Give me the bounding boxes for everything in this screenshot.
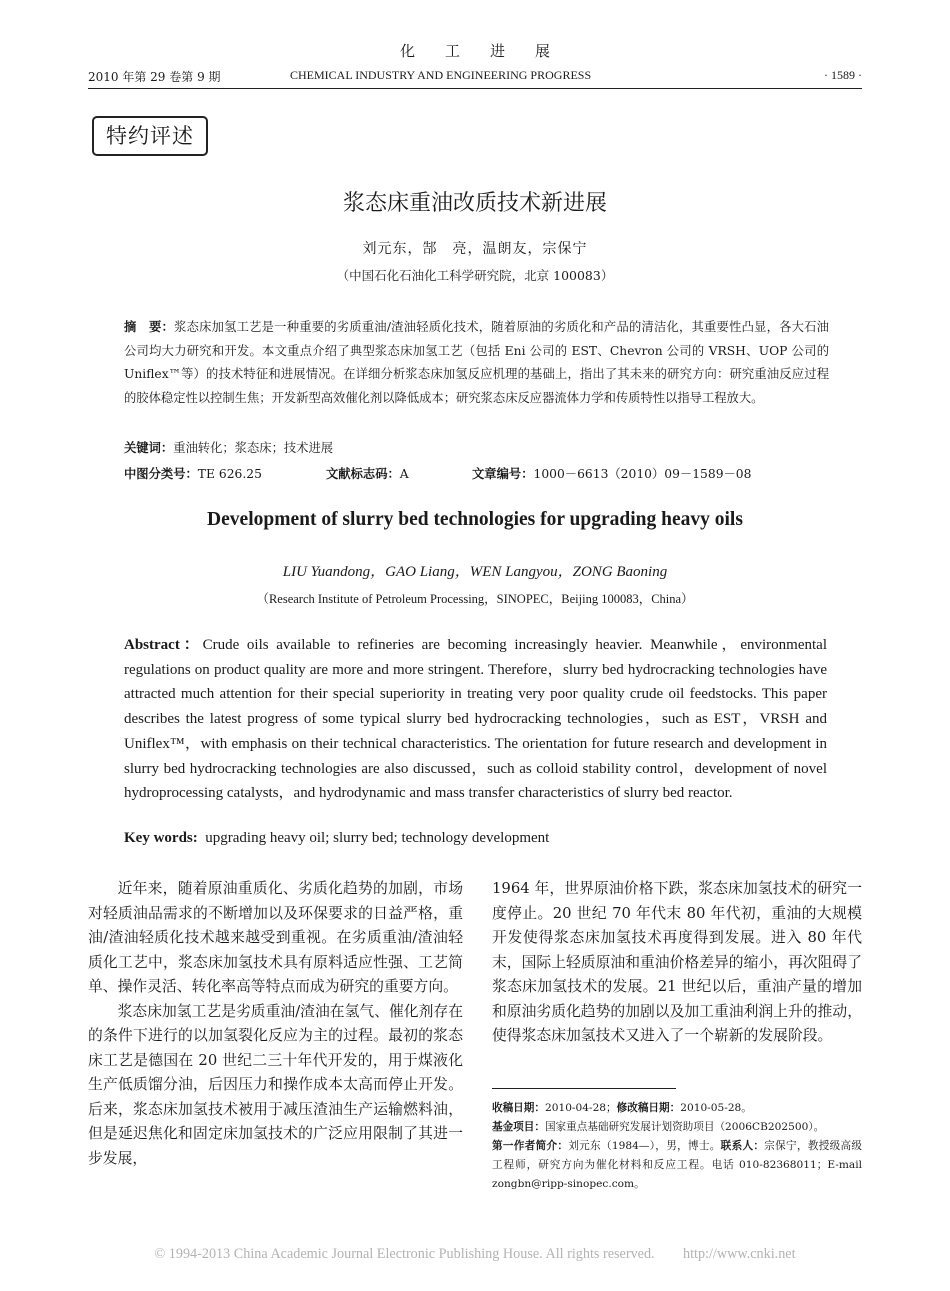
- footnote-dates: [492, 1099, 862, 1118]
- volume-issue: 2010 年第 29 卷第 9 期: [88, 70, 221, 84]
- body-left-column: [88, 877, 463, 1171]
- authors-en: LIU Yuandong，GAO Liang，WEN Langyou，ZONG Baoning: [282, 564, 668, 580]
- header-rule: [88, 88, 862, 89]
- received-label: 收稿日期：: [492, 1102, 545, 1114]
- clc-value: TE 626.25: [197, 467, 262, 481]
- classification-row: [124, 464, 829, 484]
- footnote-fund: [492, 1118, 862, 1137]
- clc-number: [124, 464, 262, 482]
- running-header: [88, 68, 862, 88]
- body-paragraph-2-continued: 1964 年，世界原油价格下跌，浆态床加氢技术的研究一度停止。20 世纪 70 年代末 80 年代初，重油的大规模开发使得浆态床加氢技术再度得到发展。进入 80 年代末，国际上轻质原油和重油价格差异的缩小，再次阻碍了浆态床加氢技术的发展。21 世纪以后，重油产量的增加和原油劣质化趋势的加剧以及加工重油利润上升的推动，使得浆态床加氢技术又进入了一个崭新的发展阶段。: [492, 880, 862, 1044]
- journal-title-cn: 化工进展: [399, 42, 580, 60]
- fund-value: 国家重点基础研究发展计划资助项目（2006CB202500）。: [544, 1121, 825, 1133]
- copyright-notice: © 1994-2013 China Academic Journal Electronic Publishing House. All rights reserved. http://www.cnki.net: [154, 1246, 796, 1262]
- revised-value: 2010-05-28。: [680, 1102, 752, 1114]
- author-label: 第一作者简介：: [492, 1140, 569, 1152]
- contact-label: 联系人：: [720, 1140, 765, 1152]
- keywords-cn-text: 重油转化；浆态床；技术进展: [173, 441, 334, 455]
- abstract-cn-text: 浆态床加氢工艺是一种重要的劣质重油/渣油轻质化技术，随着原油的劣质化和产品的清洁化，其重要性凸显，各大石油公司均大力研究和开发。本文重点介绍了典型浆态床加氢工艺（包括 Eni 公司的 EST、Chevron 公司的 VRSH、UOP 公司的 Uniflex™等）的技术特征和进展情况。在详细分析浆态床加氢反应机理的基础上，指出了其未来的研究方向：研究重油反应过程的胶体稳定性以控制生焦；开发新型高效催化剂以降低成本；研究浆态床反应器流体力学和传质特性以指导工程放大。: [124, 320, 829, 405]
- affiliation-en: （Research Institute of Petroleum Processing，SINOPEC，Beijing 100083，China）: [256, 592, 694, 606]
- affiliation-cn: （中国石化石油化工科学研究院，北京 100083）: [336, 268, 614, 283]
- article-number: [472, 464, 751, 482]
- keywords-en-text: upgrading heavy oil; slurry bed; technology development: [205, 830, 550, 846]
- footnotes: [492, 1099, 862, 1194]
- column-badge: 特约评述: [92, 116, 208, 156]
- footnote-rule: [492, 1088, 676, 1089]
- journal-title-en: CHEMICAL INDUSTRY AND ENGINEERING PROGRESS: [290, 68, 592, 82]
- keywords-cn: [124, 438, 829, 456]
- received-value: 2010-04-28；: [544, 1102, 617, 1114]
- page-number: · 1589 ·: [824, 68, 862, 82]
- article-value: 1000－6613（2010）09－1589－08: [533, 467, 752, 481]
- article-title-en: Development of slurry bed technologies for upgrading heavy oils: [207, 509, 743, 530]
- doc-label: 文献标志码：: [326, 467, 400, 481]
- body-paragraph-1: 近年来，随着原油重质化、劣质化趋势的加剧，市场对轻质油品需求的不断增加以及环保要求的日益严格，重油/渣油轻质化技术越来越受到重视。在劣质重油/渣油轻质化工艺中，浆态床加氢技术具有原料适应性强、工艺简单、操作灵活、转化率高等特点而成为研究的重要方向。: [88, 880, 463, 995]
- abstract-cn: [124, 316, 829, 410]
- authors-cn: 刘元东，郜 亮，温朗友，宗保宁: [362, 241, 588, 257]
- revised-label: 修改稿日期：: [616, 1102, 681, 1114]
- keywords-en-label: Key words:: [124, 830, 198, 846]
- article-title-cn: 浆态床重油改质技术新进展: [342, 191, 607, 216]
- abstract-cn-label: 摘 要：: [124, 320, 175, 334]
- footnote-author: [492, 1137, 862, 1194]
- keywords-cn-label: 关键词：: [124, 441, 174, 455]
- document-code: [326, 464, 409, 482]
- article-label: 文章编号：: [472, 467, 534, 481]
- contact-value: 宗保宁，教授级高级工程师，研究方向为催化材料和反应工程。电话 010-82368011；E-mail zongbn@ripp-sinopec.com。: [492, 1140, 863, 1190]
- body-right-column: [492, 877, 862, 1049]
- doc-value: A: [399, 467, 409, 481]
- keywords-en: [124, 830, 827, 847]
- author-value: 刘元东（1984—），男，博士。: [568, 1140, 721, 1152]
- clc-label: 中图分类号：: [124, 467, 198, 481]
- abstract-en: [124, 633, 827, 806]
- abstract-en-text: Crude oils available to refineries are becoming increasingly heavier. Meanwhile，environmental regulations on product quality are more and more stringent. Therefore，slurry bed hydrocracking technologies have attracted much attention for their special superiority in treating very poor quality crude oil feedstocks. This paper describes the latest progress of some typical slurry bed hydrocracking technologies，such as EST，VRSH and Uniflex™，with emphasis on their technical characteristics. The orientation for future research and development in slurry bed hydrocracking technologies are also discussed，such as colloid stability control，development of novel hydroprocessing catalysts，and hydrodynamic and mass transfer characteristics of slurry bed reactor.: [124, 637, 827, 802]
- body-paragraph-2: 浆态床加氢工艺是劣质重油/渣油在氢气、催化剂存在的条件下进行的以加氢裂化反应为主的过程。最初的浆态床工艺是德国在 20 世纪二三十年代开发的，用于煤液化生产低质馏分油，后因压力和操作成本太高而停止开发。后来，浆态床加氢技术被用于减压渣油生产运输燃料油，但是延迟焦化和固定床加氢技术的广泛应用限制了其进一步发展，: [88, 1002, 463, 1167]
- abstract-en-label: Abstract：: [124, 637, 203, 653]
- fund-label: 基金项目：: [492, 1121, 545, 1133]
